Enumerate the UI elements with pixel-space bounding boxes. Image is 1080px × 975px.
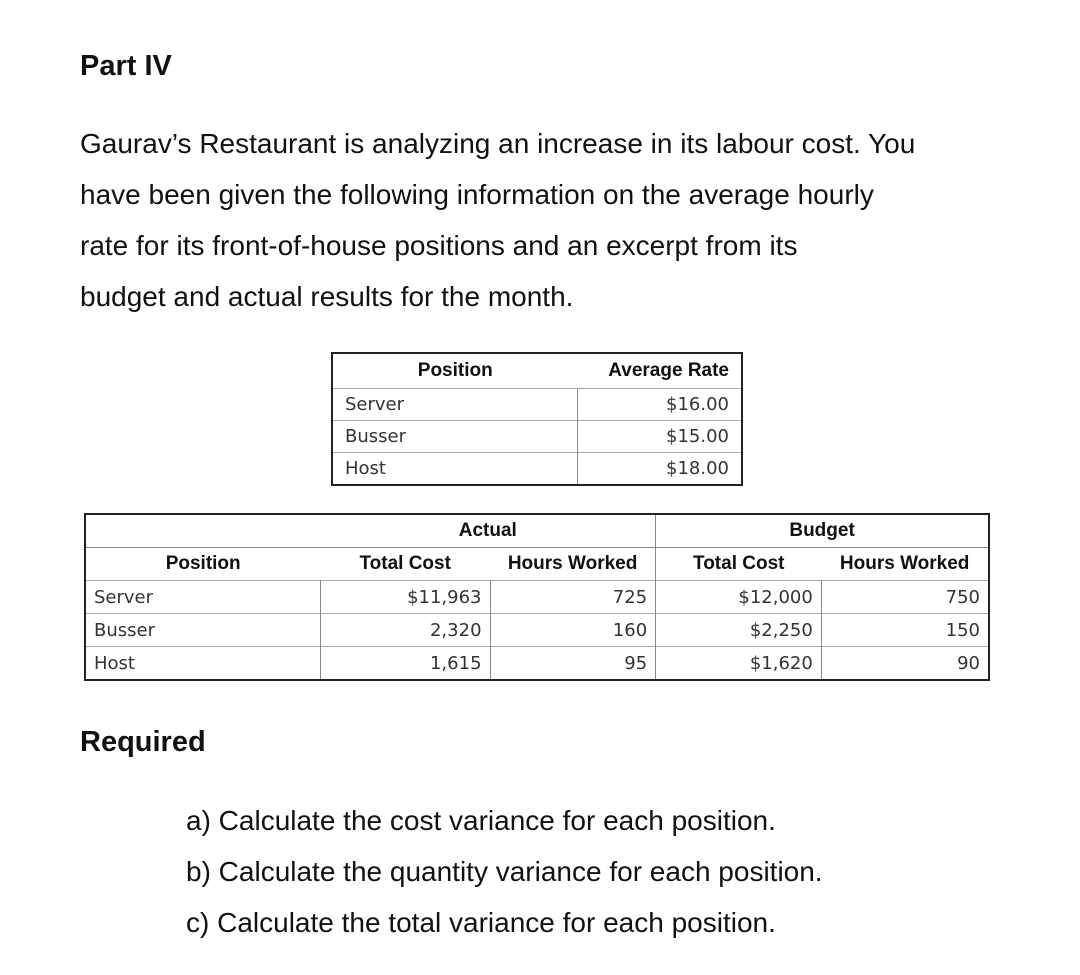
actual-hours-cell: 725 [490,581,656,614]
actual-cost-cell: 2,320 [320,614,490,647]
actual-total-cost-header: Total Cost [320,548,490,581]
budget-hours-cell: 90 [821,647,989,681]
list-item: a) Calculate the cost variance for each position. [186,805,776,836]
budget-cost-cell: $1,620 [656,647,822,681]
table-row [332,421,742,453]
actual-vs-budget-table [84,513,990,681]
column-header-row [85,548,989,581]
required-questions [186,795,823,948]
intro-line: have been given the following information on the average hourly [80,179,874,210]
position-cell: Server [332,389,578,421]
actual-hours-cell: 160 [490,614,656,647]
position-cell: Server [85,581,320,614]
position-cell: Host [85,647,320,681]
table-row [85,614,989,647]
intro-paragraph [80,118,1040,322]
list-item: c) Calculate the total variance for each position. [186,907,776,938]
intro-line: rate for its front-of-house positions and an excerpt from its [80,230,798,261]
list-item: b) Calculate the quantity variance for each position. [186,856,823,887]
table-row [85,647,989,681]
budget-hours-header: Hours Worked [821,548,989,581]
average-rate-header: Average Rate [608,360,729,381]
budget-cost-cell: $2,250 [656,614,822,647]
actual-hours-header: Hours Worked [490,548,656,581]
rate-cell: $18.00 [578,453,743,486]
table-row [85,581,989,614]
position-cell: Busser [85,614,320,647]
actual-hours-cell: 95 [490,647,656,681]
position-cell: Busser [332,421,578,453]
average-rate-table [331,352,743,486]
intro-line: Gaurav’s Restaurant is analyzing an increase in its labour cost. You [80,128,916,159]
table-row [332,389,742,421]
rate-cell: $15.00 [578,421,743,453]
intro-line: budget and actual results for the month. [80,281,574,312]
table-header-row [332,353,742,389]
actual-cost-cell: 1,615 [320,647,490,681]
required-heading: Required [80,726,206,758]
group-header-row [85,514,989,548]
position-header: Position [417,360,493,381]
budget-hours-cell: 750 [821,581,989,614]
budget-total-cost-header: Total Cost [656,548,822,581]
table-row [332,453,742,486]
actual-cost-cell: $11,963 [320,581,490,614]
position-cell: Host [332,453,578,486]
actual-group-header: Actual [320,514,655,548]
budget-cost-cell: $12,000 [656,581,822,614]
rate-cell: $16.00 [578,389,743,421]
part-title: Part IV [80,50,172,82]
budget-hours-cell: 150 [821,614,989,647]
position-header: Position [85,548,320,581]
budget-group-header: Budget [789,520,855,541]
